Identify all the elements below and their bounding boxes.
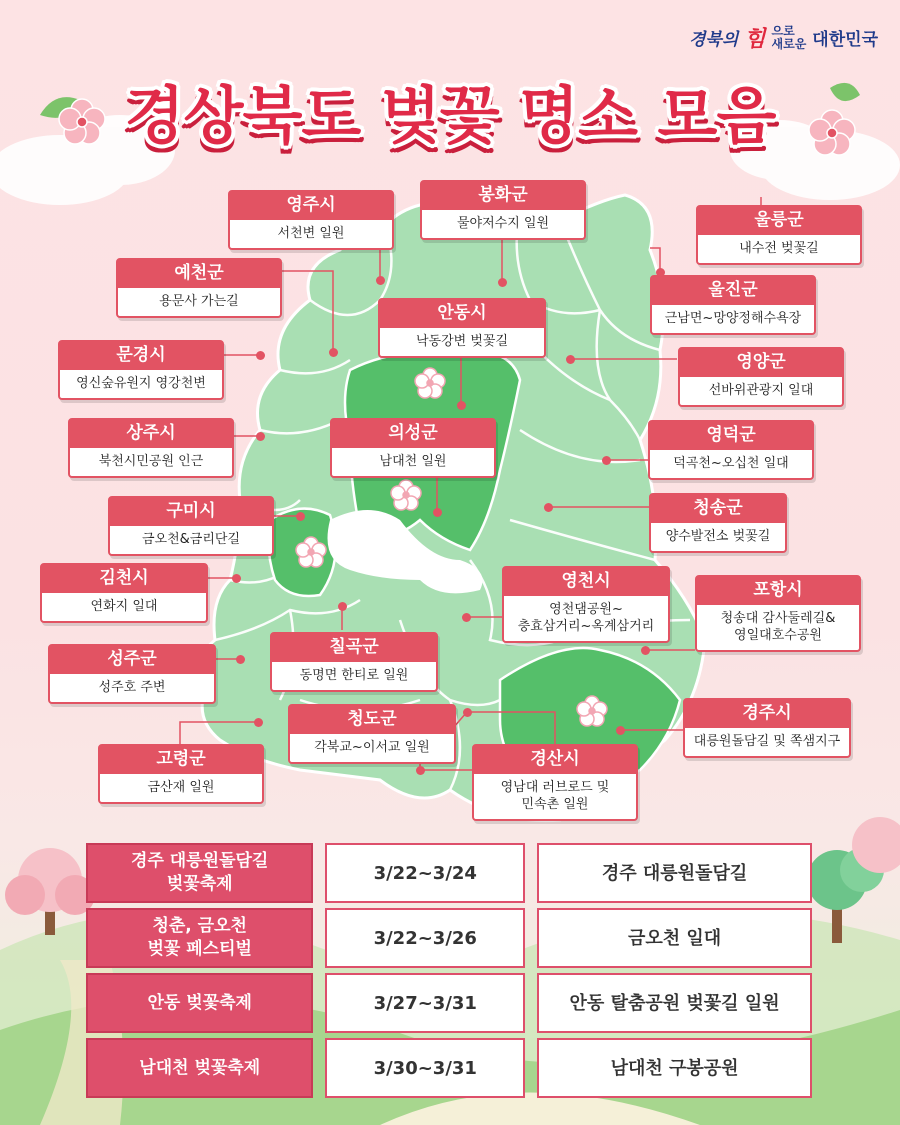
region-label-mungyeong [58, 340, 224, 400]
map-dot-uiseong [433, 508, 442, 517]
region-place: 덕곡천~오십천 일대 [673, 456, 789, 471]
region-name: 영주시 [230, 192, 392, 220]
slogan-part4: 대한민국 [812, 30, 878, 50]
region-name: 청송군 [651, 495, 785, 523]
map-dot-uljin [656, 268, 665, 277]
region-place: 근남면~망양정해수욕장 [664, 311, 802, 326]
region-name: 청도군 [290, 706, 454, 734]
region-label-goryeong [98, 744, 264, 804]
region-label-bonghwa [420, 180, 586, 240]
map-dot-gimcheon [232, 574, 241, 583]
slogan-part3 [772, 25, 807, 51]
region-label-cheongdo [288, 704, 456, 764]
region-label-ulleung [696, 205, 862, 265]
region-label-andong [378, 298, 546, 358]
festival-date: 3/30~3/31 [325, 1038, 525, 1098]
region-name: 상주시 [70, 420, 232, 448]
map-dot-bonghwa [498, 278, 507, 287]
region-name: 영양군 [680, 349, 842, 377]
festival-name: 경주 대릉원돌담길 벚꽃축제 [86, 843, 313, 903]
map-dot-gyeongju [616, 726, 625, 735]
map-dot-andong [457, 401, 466, 410]
region-name: 성주군 [50, 646, 214, 674]
region-label-gyeongsan [472, 744, 638, 821]
festival-place: 경주 대릉원돌담길 [537, 843, 812, 903]
slogan-part1: 경북의 [688, 30, 739, 50]
festival-place: 남대천 구봉공원 [537, 1038, 812, 1098]
region-name: 구미시 [110, 498, 272, 526]
region-label-yecheon [116, 258, 282, 318]
region-label-sangju [68, 418, 234, 478]
region-place: 영남대 러브로드 및 민속촌 일원 [500, 780, 610, 812]
region-name: 칠곡군 [272, 634, 436, 662]
region-place: 서천변 일원 [277, 226, 345, 241]
region-name: 문경시 [60, 342, 222, 370]
region-place: 청송대 감사둘레길& 영일대호수공원 [720, 611, 836, 643]
region-name: 의성군 [332, 420, 494, 448]
map-dot-cheongdo [416, 766, 425, 775]
map-dot-seongju [236, 655, 245, 664]
region-label-yeongdeok [648, 420, 814, 480]
region-place: 금산재 일원 [147, 780, 215, 795]
region-place: 선바위관광지 일대 [708, 383, 814, 398]
festival-name: 안동 벚꽃축제 [86, 973, 313, 1033]
table-row [86, 973, 812, 1033]
map-dot-chilgok [338, 602, 347, 611]
map-dot-goryeong [254, 718, 263, 727]
map-dot-yeongcheon [462, 613, 471, 622]
map-dot-yeongdeok [602, 456, 611, 465]
region-name: 울릉군 [698, 207, 860, 235]
map-dot-cheongsong [544, 503, 553, 512]
table-row [86, 1038, 812, 1098]
region-label-seongju [48, 644, 216, 704]
festival-name: 청춘, 금오천 벚꽃 페스티벌 [86, 908, 313, 968]
region-label-gumi [108, 496, 274, 556]
festival-date: 3/22~3/26 [325, 908, 525, 968]
region-place: 영천댐공원~ 충효삼거리~옥계삼거리 [517, 602, 655, 634]
slogan-part2: 힘 [744, 27, 766, 52]
region-place: 낙동강변 벚꽃길 [415, 334, 509, 349]
page-title: 경상북도 벚꽃 명소 모음 [124, 79, 776, 152]
region-place: 대릉원돌담길 및 쪽샘지구 [693, 734, 841, 749]
region-place: 용문사 가는길 [159, 294, 239, 309]
region-name: 울진군 [652, 277, 814, 305]
region-place: 내수전 벚꽃길 [739, 241, 819, 256]
region-name: 안동시 [380, 300, 544, 328]
region-label-chilgok [270, 632, 438, 692]
table-row [86, 908, 812, 968]
festival-place: 금오천 일대 [537, 908, 812, 968]
map-dot-sangju [256, 432, 265, 441]
region-label-uljin [650, 275, 816, 335]
region-name: 경산시 [474, 746, 636, 774]
map-dot-mungyeong [256, 351, 265, 360]
region-name: 봉화군 [422, 182, 584, 210]
festival-date: 3/27~3/31 [325, 973, 525, 1033]
slogan-logo [689, 22, 878, 53]
region-place: 남대천 일원 [379, 454, 447, 469]
region-place: 물야저수지 일원 [456, 216, 550, 231]
region-place: 영신숲유원지 영강천변 [76, 376, 206, 391]
region-name: 김천시 [42, 565, 206, 593]
region-name: 영덕군 [650, 422, 812, 450]
region-place: 금오천&금리단길 [141, 532, 241, 547]
slogan-part3a: 으로 [771, 23, 795, 38]
region-name: 경주시 [685, 700, 849, 728]
region-name: 영천시 [504, 568, 668, 596]
region-name: 포항시 [697, 577, 859, 605]
map-dot-pohang [641, 646, 650, 655]
region-place: 북천시민공원 인근 [98, 454, 204, 469]
festival-table [86, 843, 812, 1103]
festival-date: 3/22~3/24 [325, 843, 525, 903]
region-name: 고령군 [100, 746, 262, 774]
region-place: 양수발전소 벚꽃길 [665, 529, 771, 544]
region-label-yeongyang [678, 347, 844, 407]
map-dot-yecheon [329, 348, 338, 357]
region-label-yeongcheon [502, 566, 670, 643]
festival-name: 남대천 벚꽃축제 [86, 1038, 313, 1098]
region-label-pohang [695, 575, 861, 652]
region-place: 연화지 일대 [90, 599, 158, 614]
region-label-gimcheon [40, 563, 208, 623]
region-name: 예천군 [118, 260, 280, 288]
region-place: 성주호 주변 [98, 680, 166, 695]
region-label-gyeongju [683, 698, 851, 758]
map-dot-gyeongsan [463, 708, 472, 717]
slogan-part3b: 새로운 [771, 36, 807, 51]
region-place: 동명면 한티로 일원 [299, 668, 409, 683]
map-dot-yeongju [376, 276, 385, 285]
map-dot-gumi [296, 512, 305, 521]
table-row [86, 843, 812, 903]
festival-place: 안동 탈춤공원 벚꽃길 일원 [537, 973, 812, 1033]
region-label-cheongsong [649, 493, 787, 553]
region-label-uiseong [330, 418, 496, 478]
map-dot-yeongyang [566, 355, 575, 364]
region-label-yeongju [228, 190, 394, 250]
region-place: 각북교~이서교 일원 [314, 740, 430, 755]
